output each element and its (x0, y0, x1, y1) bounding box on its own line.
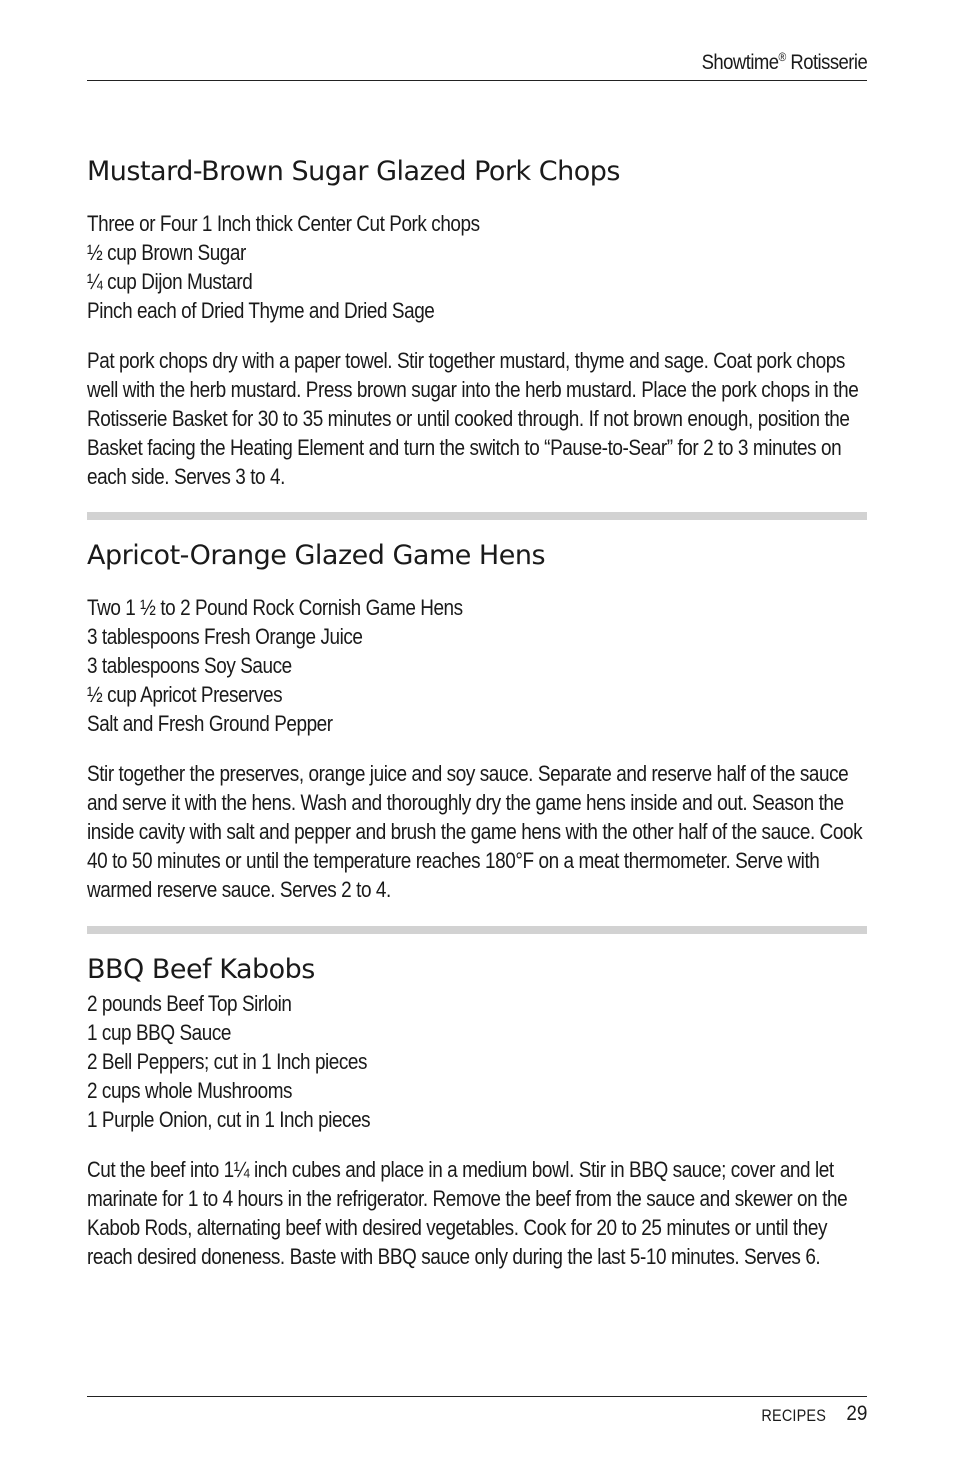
ingredient-item: Two 1 ½ to 2 Pound Rock Cornish Game Hens (87, 595, 463, 620)
page-header (87, 46, 867, 81)
ingredient-item: 2 cups whole Mushrooms (87, 1078, 293, 1103)
header-title (701, 50, 867, 75)
ingredient-item: Pinch each of Dried Thyme and Dried Sage (87, 298, 435, 323)
ingredient-item: Three or Four 1 Inch thick Center Cut Pork chops (87, 211, 480, 236)
header-title-main: Showtime (701, 51, 779, 74)
recipe-directions: Stir together the preserves, orange juice and soy sauce. Separate and reserve half of the sauce and serve it with the hens. Wash and thoroughly dry the game hens inside and out. Season the inside cavity with salt and pepper and brush the game hens with the other half of the sauce. Cook 40 to 50 minutes or until the temperature reaches 180°F on a meat thermometer. Serve with warmed reserve sauce. Serves 2 to 4. (87, 761, 863, 902)
recipe-directions: Cut the beef into 1¼ inch cubes and place in a medium bowl. Stir in BBQ sauce; cover and let marinate for 1 to 4 hours in the refrigerator. Remove the beef from the sauce and skewer on the Kabob Rods, alternating beef with desired vegetables. Cook for 20 to 25 minutes or until they reach desired doneness. Baste with BBQ sauce only during the last 5-10 minutes. Serves 6. (87, 1157, 848, 1269)
ingredient-list (87, 989, 867, 1134)
section-divider (87, 926, 867, 934)
ingredient-item: ½ cup Apricot Preserves (87, 682, 283, 707)
ingredient-item: 1 Purple Onion, cut in 1 Inch pieces (87, 1107, 371, 1132)
recipe-title: Mustard-Brown Sugar Glazed Pork Chops (87, 156, 620, 187)
ingredient-item: 3 tablespoons Soy Sauce (87, 653, 292, 678)
page-footer (87, 1396, 867, 1425)
ingredient-item: Salt and Fresh Ground Pepper (87, 711, 333, 736)
ingredient-item: 2 Bell Peppers; cut in 1 Inch pieces (87, 1049, 368, 1074)
recipe-beef-kabobs (87, 954, 867, 1271)
section-divider (87, 512, 867, 520)
recipe-title: Apricot-Orange Glazed Game Hens (87, 540, 546, 571)
ingredient-item: ¼ cup Dijon Mustard (87, 269, 253, 294)
ingredient-item: 3 tablespoons Fresh Orange Juice (87, 624, 363, 649)
page-number: 29 (845, 1402, 867, 1425)
recipe-game-hens (87, 540, 867, 904)
footer-section-label: RECIPES (761, 1406, 826, 1425)
header-title-rest: Rotisserie (785, 51, 867, 74)
ingredient-list (87, 593, 867, 738)
ingredient-list (87, 209, 867, 325)
recipe-directions: Pat pork chops dry with a paper towel. Stir together mustard, thyme and sage. Coat pork chops well with the herb mustard. Press brown sugar into the herb mustard. Place the pork chops in the Rotisserie Basket for 30 to 35 minutes or until cooked through. If not brown enough, position the Basket facing the Heating Element and turn the switch to “Pause-to-Sear” for 2 to 3 minutes on each side. Serves 3 to 4. (87, 348, 859, 489)
ingredient-item: 1 cup BBQ Sauce (87, 1020, 231, 1045)
recipe-pork-chops (87, 156, 867, 491)
registered-mark: ® (778, 50, 786, 64)
recipe-title: BBQ Beef Kabobs (87, 954, 315, 985)
ingredient-item: ½ cup Brown Sugar (87, 240, 246, 265)
recipe-page (87, 0, 867, 1475)
ingredient-item: 2 pounds Beef Top Sirloin (87, 991, 292, 1016)
